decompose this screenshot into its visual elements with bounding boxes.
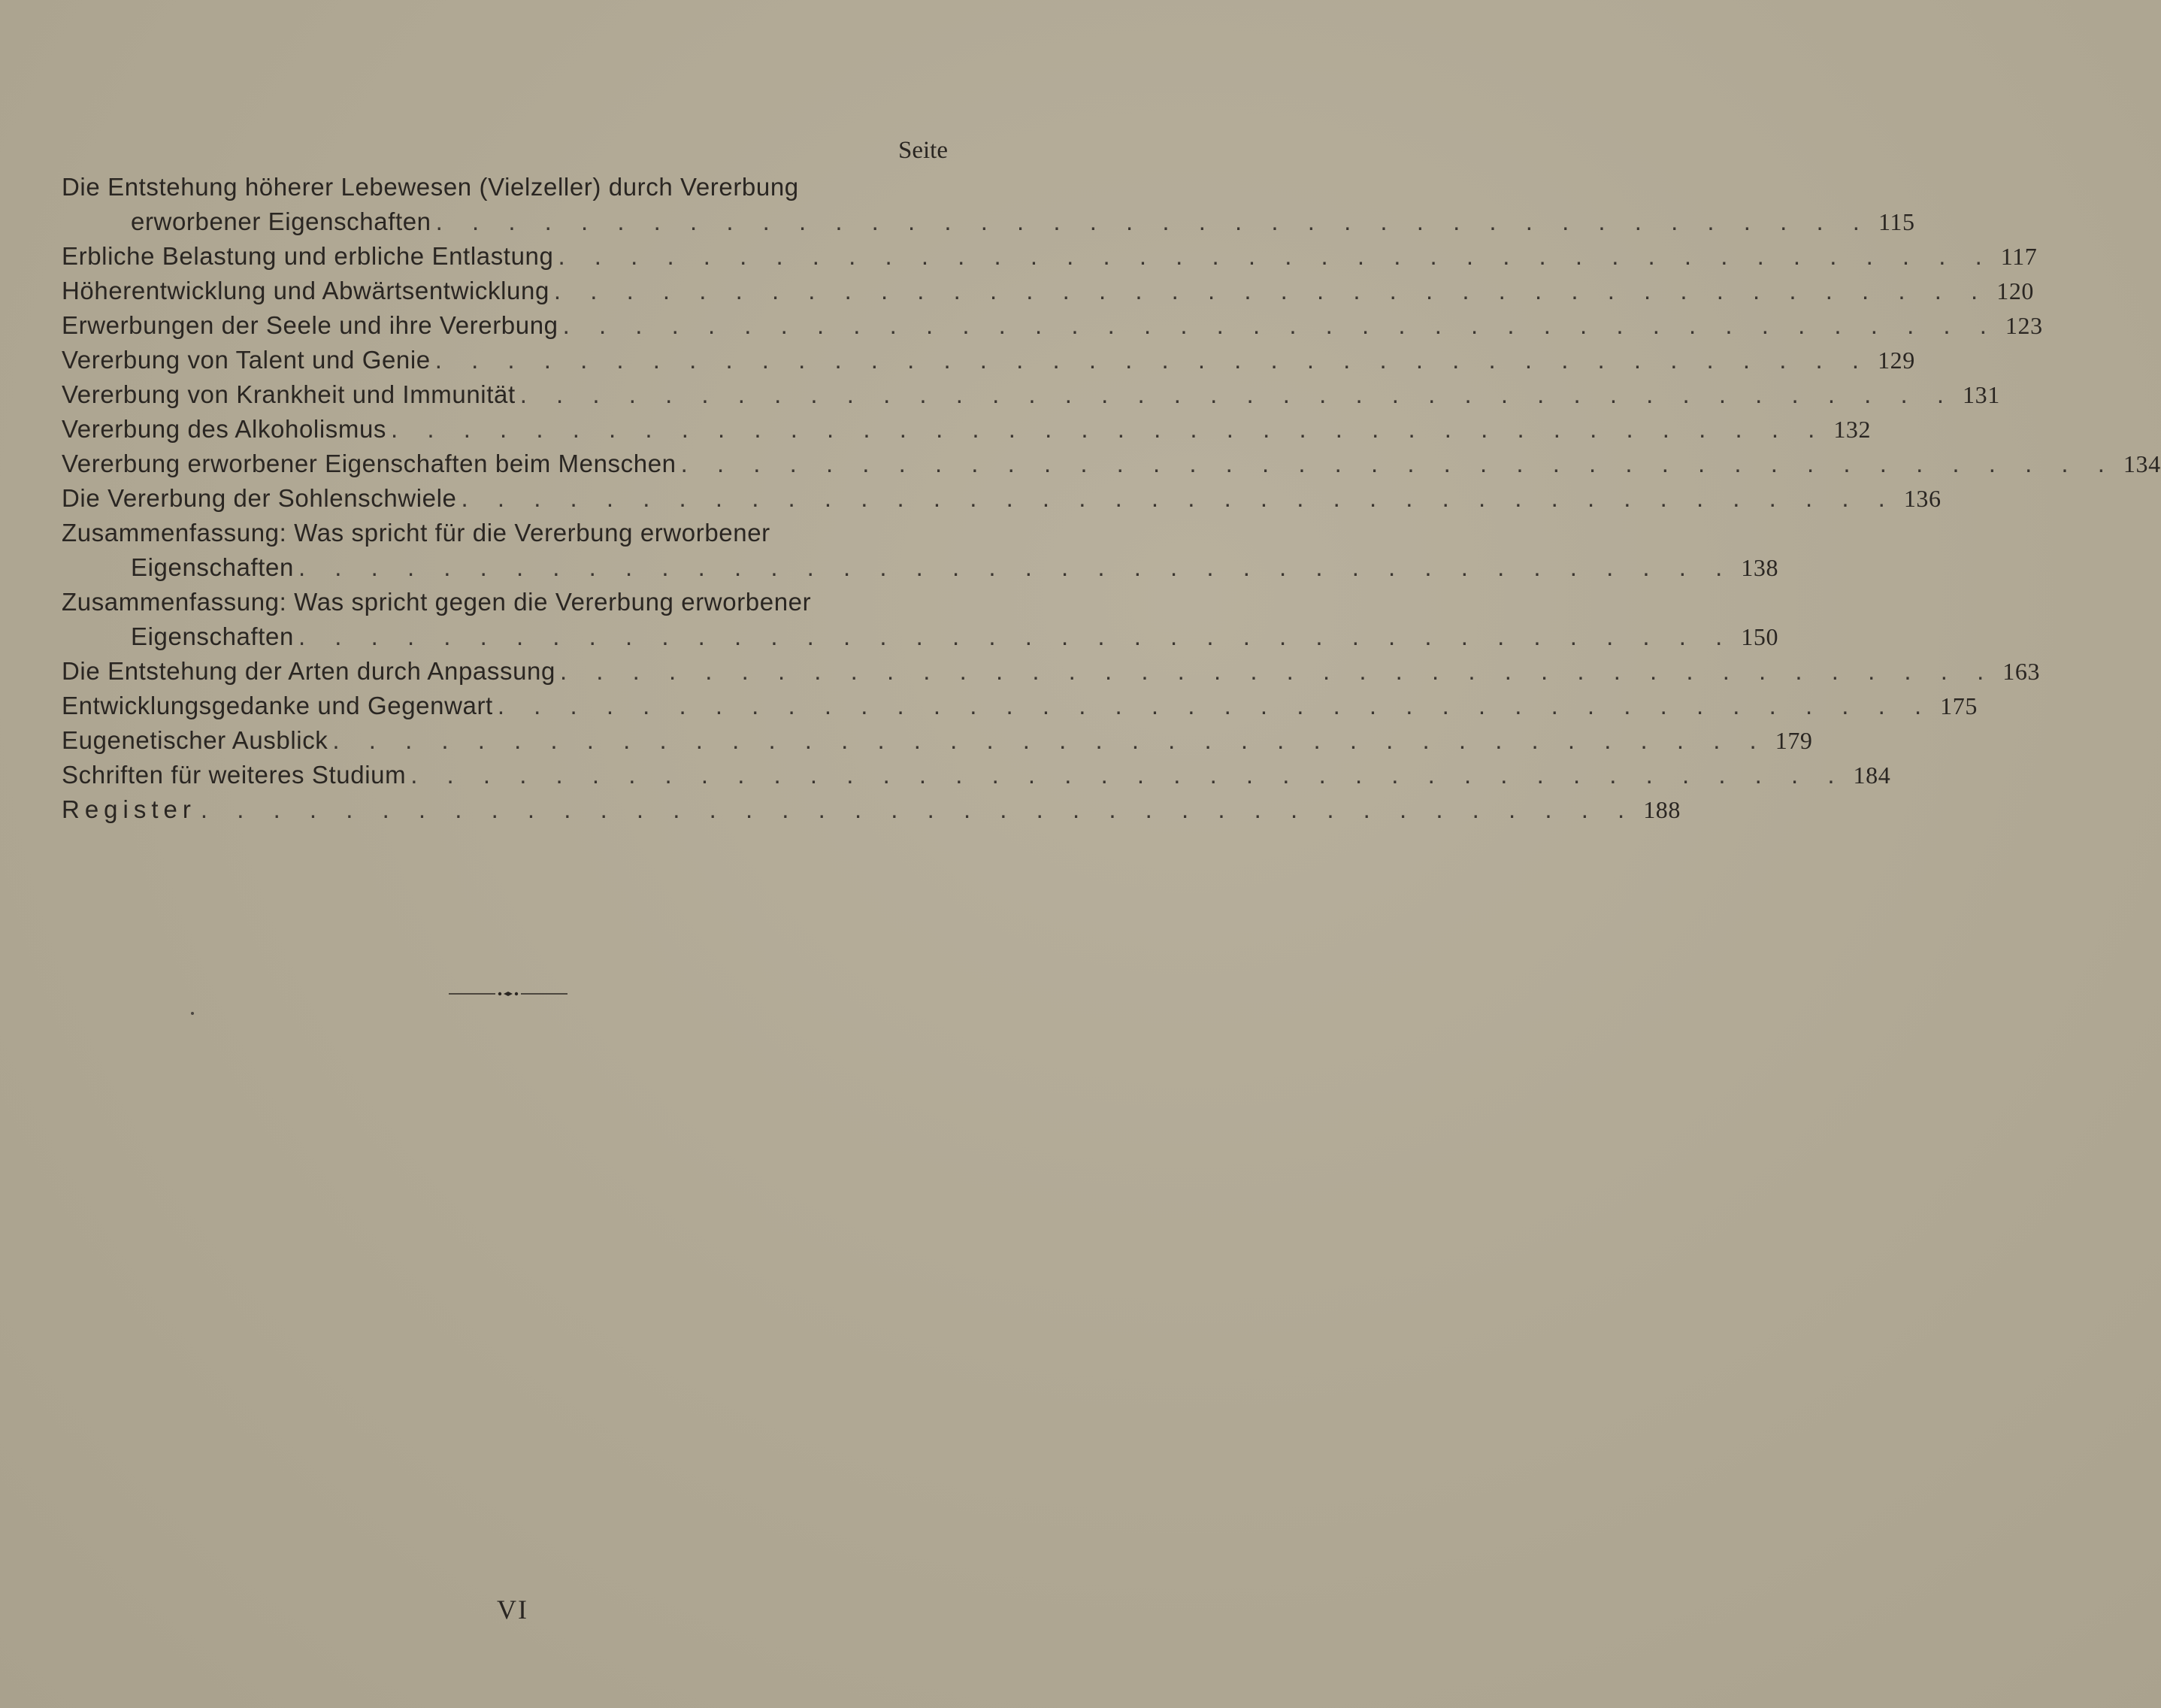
toc-entry-page: 163 [2002,658,2041,685]
toc-entry-title: Vererbung des Alkoholismus [62,415,387,443]
leader-dots: . . . . . . . . . . . . . . . . . . . . . . . . . . . . . . . . . . . . . . . . [497,692,1933,719]
leader-dots: . . . . . . . . . . . . . . . . . . . . . . . . . . . . . . . . . . . . . . . . [519,380,1956,408]
toc-entry-page: 131 [1963,381,2000,408]
toc-entry [62,516,1779,585]
table-of-contents [62,170,2161,827]
toc-entry [62,377,2000,412]
toc-entry-title: Schriften für weiteres Studium [62,761,407,789]
seite-column-header: Seite [898,137,948,164]
toc-entry [62,239,2038,274]
toc-entry-page: 179 [1775,727,1813,754]
toc-entry-title: Entwicklungsgedanke und Gegenwart [62,692,493,719]
toc-entry-page: 129 [1878,347,1915,374]
leader-dots: . . . . . . . . . . . . . . . . . . . . . . . . . . . . . . . . . . . . . . . . [680,450,2116,477]
toc-entry [62,412,1872,447]
paper-speck [191,1012,194,1015]
toc-entry-title-line2: Eigenschaften [131,553,294,581]
toc-entry-title: Die Entstehung der Arten durch Anpassung [62,657,555,685]
leader-dots: . . . . . . . . . . . . . . . . . . . . . . . . . . . . . . . . . . . . . . . . [298,553,1734,581]
toc-entry-page: 138 [1741,554,1779,581]
toc-entry-page: 115 [1878,208,1915,235]
toc-entry [62,758,1891,792]
toc-entry [62,654,2041,689]
leader-dots: . . . . . . . . . . . . . . . . . . . . . . . . . . . . . . . . . . . . . . . . [298,622,1734,650]
toc-entry-title-line2: Eigenschaften [131,622,294,650]
toc-entry-page: 150 [1741,623,1779,650]
leader-dots: . . . . . . . . . . . . . . . . . . . . . . . . . . . . . . . . . . . . . . . . [410,761,1846,789]
toc-entry-title-line2: erworbener Eigenschaften [131,207,431,235]
page-number: VI [497,1594,528,1625]
toc-entry-title: Höherentwicklung und Abwärtsentwicklung [62,277,549,304]
toc-entry [62,585,1779,654]
toc-entry-page: 136 [1903,485,1942,512]
leader-dots: . . . . . . . . . . . . . . . . . . . . . . . . . . . . . . . . . . . . . . . . [434,346,1871,374]
toc-entry-title-line1: Die Entstehung höherer Lebewesen (Vielzeller) durch Vererbung [62,173,799,201]
toc-entry-page: 120 [1996,277,2035,304]
leader-dots: . . . . . . . . . . . . . . . . . . . . . . . . . . . . . . . . . . . . . . . . [332,726,1768,754]
toc-entry [62,481,1942,516]
toc-entry-title: Vererbung von Krankheit und Immunität [62,380,516,408]
toc-entry [62,308,2043,343]
toc-entry-page: 117 [2000,243,2038,270]
leader-dots: . . . . . . . . . . . . . . . . . . . . . . . . . . . . . . . . . . . . . . . . [461,484,1896,512]
toc-entry [62,689,1978,723]
leader-dots: . . . . . . . . . . . . . . . . . . . . . . . . . . . . . . . . . . . . . . . . [200,795,1636,823]
toc-entry [62,447,2161,481]
leader-dots: . . . . . . . . . . . . . . . . . . . . . . . . . . . . . . . . . . . . . . . . [553,277,1990,304]
toc-entry [62,343,1915,377]
toc-entry-title-line1: Zusammenfassung: Was spricht für die Vererbung erworbener [62,519,770,547]
toc-entry-title: Eugenetischer Ausblick [62,726,328,754]
toc-entry-title: Erwerbungen der Seele und ihre Vererbung [62,311,558,339]
toc-entry-title: Vererbung erworbener Eigenschaften beim Menschen [62,450,676,477]
toc-entry [62,170,1915,239]
toc-entry-page: 134 [2123,450,2161,477]
toc-entry-page: 123 [2005,312,2043,339]
leader-dots: . . . . . . . . . . . . . . . . . . . . . . . . . . . . . . . . . . . . . . . . [558,242,1993,270]
leader-dots: . . . . . . . . . . . . . . . . . . . . . . . . . . . . . . . . . . . . . . . . [562,311,1998,339]
toc-entry-title: Vererbung von Talent und Genie [62,346,431,374]
leader-dots: . . . . . . . . . . . . . . . . . . . . . . . . . . . . . . . . . . . . . . . . [435,207,1871,235]
toc-entry-title: Erbliche Belastung und erbliche Entlastung [62,242,554,270]
toc-entry-page: 184 [1853,762,1891,789]
toc-entry-page: 175 [1940,692,1978,719]
toc-entry-title: Register [62,795,196,823]
toc-entry-page: 132 [1833,416,1872,443]
toc-entry-title: Die Vererbung der Sohlenschwiele [62,484,457,512]
toc-entry [62,792,1681,827]
toc-entry-page: 188 [1643,796,1681,823]
leader-dots: . . . . . . . . . . . . . . . . . . . . . . . . . . . . . . . . . . . . . . . . [559,657,1996,685]
toc-entry [62,274,2035,308]
toc-entry [62,723,1813,758]
ornament-divider [449,991,567,997]
toc-entry-title-line1: Zusammenfassung: Was spricht gegen die Vererbung erworbener [62,588,812,616]
leader-dots: . . . . . . . . . . . . . . . . . . . . . . . . . . . . . . . . . . . . . . . . [391,415,1827,443]
